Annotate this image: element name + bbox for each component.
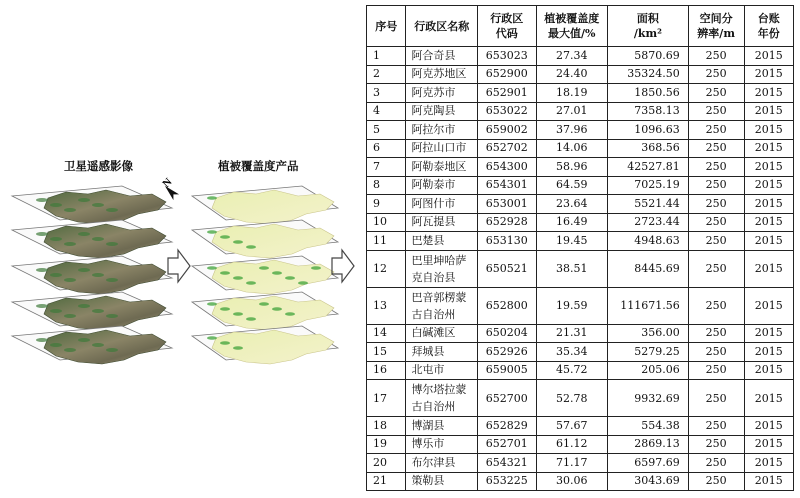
cell-col-max-coverage: 24.40 [536, 65, 607, 84]
cell-col-area: 5279.25 [607, 343, 688, 362]
cell-col-max-coverage: 61.12 [536, 435, 607, 454]
cell-col-resolution: 250 [688, 139, 744, 158]
cell-col-resolution: 250 [688, 417, 744, 436]
vegetation-cover-patch [246, 317, 256, 321]
table-row [367, 65, 794, 84]
cell-col-year: 2015 [744, 158, 793, 177]
cell-col-year: 2015 [744, 380, 793, 417]
cell-col-name: 阿勒泰地区 [406, 158, 478, 177]
cell-col-index: 9 [367, 195, 406, 214]
cell-col-index: 17 [367, 380, 406, 417]
satellite-vegetation-patch [36, 304, 48, 308]
cell-col-resolution: 250 [688, 102, 744, 121]
satellite-vegetation-patch [92, 273, 104, 277]
cell-col-year: 2015 [744, 195, 793, 214]
cell-col-index: 20 [367, 454, 406, 473]
header-col-year: 台账 年份 [744, 6, 793, 47]
cell-col-max-coverage: 58.96 [536, 158, 607, 177]
cell-col-name: 博乐市 [406, 435, 478, 454]
cell-col-index: 10 [367, 213, 406, 232]
satellite-vegetation-patch [78, 304, 90, 308]
cell-col-resolution: 250 [688, 213, 744, 232]
satellite-vegetation-patch [78, 268, 90, 272]
cell-col-index: 2 [367, 65, 406, 84]
header-col-code: 行政区 代码 [478, 6, 537, 47]
cell-col-resolution: 250 [688, 454, 744, 473]
cell-col-year: 2015 [744, 343, 793, 362]
vegetation-cover-patch [246, 281, 256, 285]
satellite-imagery-label: 卫星遥感影像 [64, 159, 133, 173]
cell-col-index: 4 [367, 102, 406, 121]
vegetation-cover-patch [246, 245, 256, 249]
cell-col-max-coverage: 38.51 [536, 250, 607, 287]
cell-col-name: 拜城县 [406, 343, 478, 362]
cell-col-area: 111671.56 [607, 287, 688, 324]
table-row [367, 250, 794, 287]
table-row [367, 380, 794, 417]
vegetation-cover-patch [207, 196, 217, 200]
satellite-vegetation-patch [78, 232, 90, 236]
table-row [367, 361, 794, 380]
cell-col-name: 巴里坤哈萨 克自治县 [406, 250, 478, 287]
cell-col-code: 652702 [478, 139, 537, 158]
header-col-max-coverage: 植被覆盖度 最大值/% [536, 6, 607, 47]
cell-col-index: 8 [367, 176, 406, 195]
cell-col-area: 1850.56 [607, 84, 688, 103]
cell-col-code: 652829 [478, 417, 537, 436]
cell-col-name: 阿合奇县 [406, 47, 478, 66]
cell-col-area: 9932.69 [607, 380, 688, 417]
cell-col-area: 2723.44 [607, 213, 688, 232]
cell-col-resolution: 250 [688, 250, 744, 287]
cell-col-code: 652701 [478, 435, 537, 454]
cell-col-name: 阿克苏市 [406, 84, 478, 103]
cell-col-year: 2015 [744, 232, 793, 251]
satellite-vegetation-patch [64, 314, 76, 318]
cell-col-year: 2015 [744, 287, 793, 324]
cell-col-year: 2015 [744, 65, 793, 84]
cell-col-code: 654300 [478, 158, 537, 177]
cell-col-code: 652901 [478, 84, 537, 103]
cell-col-area: 2869.13 [607, 435, 688, 454]
table-row [367, 454, 794, 473]
cell-col-max-coverage: 27.01 [536, 102, 607, 121]
cell-col-year: 2015 [744, 417, 793, 436]
cell-col-resolution: 250 [688, 380, 744, 417]
cell-col-area: 42527.81 [607, 158, 688, 177]
vegetation-cover-patch [233, 240, 243, 244]
cell-col-year: 2015 [744, 47, 793, 66]
vegetation-cover-patch [285, 312, 295, 316]
vegetation-cover-patch [220, 271, 230, 275]
cell-col-index: 5 [367, 121, 406, 140]
cell-col-resolution: 250 [688, 84, 744, 103]
cell-col-code: 652700 [478, 380, 537, 417]
cell-col-resolution: 250 [688, 121, 744, 140]
vegetation-cover-patch [233, 276, 243, 280]
cell-col-max-coverage: 64.59 [536, 176, 607, 195]
cell-col-code: 653023 [478, 47, 537, 66]
cell-col-max-coverage: 16.49 [536, 213, 607, 232]
table-row [367, 102, 794, 121]
cell-col-year: 2015 [744, 121, 793, 140]
table-row [367, 158, 794, 177]
table-row [367, 287, 794, 324]
cell-col-name: 阿勒泰市 [406, 176, 478, 195]
header-col-area: 面积 /km² [607, 6, 688, 47]
cell-col-max-coverage: 19.59 [536, 287, 607, 324]
cell-col-code: 652900 [478, 65, 537, 84]
satellite-vegetation-patch [36, 268, 48, 272]
cell-col-code: 653225 [478, 472, 537, 491]
cell-col-name: 阿瓦提县 [406, 213, 478, 232]
cell-col-index: 21 [367, 472, 406, 491]
cell-col-name: 巴音郭楞蒙 古自治州 [406, 287, 478, 324]
table-row [367, 84, 794, 103]
cell-col-code: 653001 [478, 195, 537, 214]
cell-col-name: 博湖县 [406, 417, 478, 436]
cell-col-area: 5521.44 [607, 195, 688, 214]
table-row [367, 343, 794, 362]
cell-col-name: 阿拉尔市 [406, 121, 478, 140]
cell-col-max-coverage: 52.78 [536, 380, 607, 417]
vegetation-cover-patch [220, 307, 230, 311]
cell-col-area: 3043.69 [607, 472, 688, 491]
cell-col-code: 652800 [478, 287, 537, 324]
cell-col-area: 35324.50 [607, 65, 688, 84]
cell-col-code: 652926 [478, 343, 537, 362]
cell-col-area: 7358.13 [607, 102, 688, 121]
cell-col-resolution: 250 [688, 472, 744, 491]
cell-col-year: 2015 [744, 324, 793, 343]
cell-col-area: 1096.63 [607, 121, 688, 140]
vegetation-ledger-table [366, 5, 794, 491]
vegetation-cover-patch [259, 302, 269, 306]
cell-col-area: 205.06 [607, 361, 688, 380]
cell-col-max-coverage: 14.06 [536, 139, 607, 158]
cell-col-area: 8445.69 [607, 250, 688, 287]
cell-col-max-coverage: 45.72 [536, 361, 607, 380]
cell-col-year: 2015 [744, 361, 793, 380]
vegetation-cover-patch [259, 266, 269, 270]
satellite-vegetation-patch [50, 309, 62, 313]
vegetation-cover-patch [207, 302, 217, 306]
cell-col-index: 3 [367, 84, 406, 103]
cell-col-resolution: 250 [688, 47, 744, 66]
cell-col-max-coverage: 57.67 [536, 417, 607, 436]
cell-col-index: 6 [367, 139, 406, 158]
cell-col-area: 554.38 [607, 417, 688, 436]
satellite-vegetation-patch [36, 232, 48, 236]
cell-col-name: 博尔塔拉蒙 古自治州 [406, 380, 478, 417]
cell-col-max-coverage: 19.45 [536, 232, 607, 251]
vegetation-cover-patch [233, 346, 243, 350]
cell-col-index: 18 [367, 417, 406, 436]
cell-col-max-coverage: 21.31 [536, 324, 607, 343]
cell-col-resolution: 250 [688, 287, 744, 324]
cell-col-year: 2015 [744, 102, 793, 121]
satellite-vegetation-patch [50, 273, 62, 277]
satellite-vegetation-patch [106, 208, 118, 212]
satellite-vegetation-patch [50, 237, 62, 241]
cell-col-index: 13 [367, 287, 406, 324]
cell-col-resolution: 250 [688, 232, 744, 251]
header-col-index: 序号 [367, 6, 406, 47]
table-row [367, 324, 794, 343]
cell-col-year: 2015 [744, 176, 793, 195]
cell-col-area: 368.56 [607, 139, 688, 158]
vegetation-product-stack [192, 186, 338, 364]
cell-col-max-coverage: 27.34 [536, 47, 607, 66]
table-row [367, 47, 794, 66]
satellite-vegetation-patch [78, 338, 90, 342]
cell-col-name: 北屯市 [406, 361, 478, 380]
cell-col-code: 650204 [478, 324, 537, 343]
cell-col-code: 654301 [478, 176, 537, 195]
cell-col-year: 2015 [744, 250, 793, 287]
cell-col-code: 653022 [478, 102, 537, 121]
cell-col-max-coverage: 35.34 [536, 343, 607, 362]
vegetation-cover-patch [207, 266, 217, 270]
vegetation-cover-patch [298, 281, 308, 285]
cell-col-code: 654321 [478, 454, 537, 473]
table-row [367, 417, 794, 436]
cell-col-index: 11 [367, 232, 406, 251]
cell-col-index: 7 [367, 158, 406, 177]
satellite-vegetation-patch [106, 314, 118, 318]
cell-col-name: 巴楚县 [406, 232, 478, 251]
cell-col-name: 布尔津县 [406, 454, 478, 473]
cell-col-name: 阿克苏地区 [406, 65, 478, 84]
cell-col-name: 阿克陶县 [406, 102, 478, 121]
header-col-resolution: 空间分 辨率/m [688, 6, 744, 47]
cell-col-index: 16 [367, 361, 406, 380]
cell-col-max-coverage: 18.19 [536, 84, 607, 103]
table-row [367, 232, 794, 251]
satellite-vegetation-patch [92, 343, 104, 347]
cell-col-year: 2015 [744, 213, 793, 232]
header-col-name: 行政区名称 [406, 6, 478, 47]
north-label: N [160, 175, 175, 191]
satellite-vegetation-patch [106, 348, 118, 352]
cell-col-area: 5870.69 [607, 47, 688, 66]
cell-col-code: 650521 [478, 250, 537, 287]
cell-col-resolution: 250 [688, 435, 744, 454]
vegetation-cover-patch [207, 336, 217, 340]
satellite-vegetation-patch [50, 343, 62, 347]
cell-col-index: 1 [367, 47, 406, 66]
cell-col-max-coverage: 37.96 [536, 121, 607, 140]
satellite-vegetation-patch [106, 278, 118, 282]
table-row [367, 472, 794, 491]
vegetation-cover-patch [272, 307, 282, 311]
cell-col-index: 15 [367, 343, 406, 362]
satellite-image-stack [12, 186, 172, 364]
table-row [367, 139, 794, 158]
cell-col-name: 阿图什市 [406, 195, 478, 214]
cell-col-code: 659005 [478, 361, 537, 380]
cell-col-resolution: 250 [688, 361, 744, 380]
cell-col-year: 2015 [744, 472, 793, 491]
vegetation-cover-patch [285, 276, 295, 280]
cell-col-area: 356.00 [607, 324, 688, 343]
cell-col-code: 659002 [478, 121, 537, 140]
cell-col-max-coverage: 23.64 [536, 195, 607, 214]
cell-col-resolution: 250 [688, 158, 744, 177]
cell-col-index: 14 [367, 324, 406, 343]
cell-col-resolution: 250 [688, 195, 744, 214]
vegetation-cover-patch [272, 271, 282, 275]
cell-col-area: 6597.69 [607, 454, 688, 473]
vegetation-cover-patch [220, 341, 230, 345]
satellite-vegetation-patch [64, 278, 76, 282]
cell-col-resolution: 250 [688, 176, 744, 195]
cell-col-year: 2015 [744, 139, 793, 158]
satellite-vegetation-patch [50, 203, 62, 207]
cell-col-area: 4948.63 [607, 232, 688, 251]
cell-col-name: 策勒县 [406, 472, 478, 491]
cell-col-index: 12 [367, 250, 406, 287]
satellite-vegetation-patch [92, 237, 104, 241]
vegetation-cover-patch [220, 235, 230, 239]
satellite-vegetation-patch [92, 309, 104, 313]
satellite-vegetation-patch [64, 348, 76, 352]
table-row [367, 121, 794, 140]
cell-col-code: 653130 [478, 232, 537, 251]
cell-col-resolution: 250 [688, 324, 744, 343]
satellite-vegetation-patch [64, 242, 76, 246]
cell-col-code: 652928 [478, 213, 537, 232]
cell-col-max-coverage: 30.06 [536, 472, 607, 491]
vegetation-cover-patch [311, 266, 321, 270]
cell-col-resolution: 250 [688, 343, 744, 362]
vegetation-cover-patch [207, 230, 217, 234]
cell-col-year: 2015 [744, 84, 793, 103]
cell-col-name: 阿拉山口市 [406, 139, 478, 158]
cell-col-year: 2015 [744, 435, 793, 454]
satellite-vegetation-patch [106, 242, 118, 246]
table-row [367, 213, 794, 232]
vegetation-cover-patch [233, 312, 243, 316]
cell-col-year: 2015 [744, 454, 793, 473]
cell-col-name: 白碱滩区 [406, 324, 478, 343]
flow-arrow-icon [168, 250, 190, 282]
vegetation-product-label: 植被覆盖度产品 [218, 159, 299, 173]
satellite-vegetation-patch [64, 208, 76, 212]
table-row [367, 435, 794, 454]
satellite-vegetation-patch [36, 338, 48, 342]
table-row [367, 195, 794, 214]
satellite-vegetation-patch [36, 198, 48, 202]
satellite-vegetation-patch [92, 203, 104, 207]
table-row [367, 176, 794, 195]
cell-col-max-coverage: 71.17 [536, 454, 607, 473]
cell-col-index: 19 [367, 435, 406, 454]
satellite-vegetation-patch [78, 198, 90, 202]
cell-col-resolution: 250 [688, 65, 744, 84]
workflow-diagram [0, 0, 360, 498]
cell-col-area: 7025.19 [607, 176, 688, 195]
table-header-row [367, 6, 794, 47]
